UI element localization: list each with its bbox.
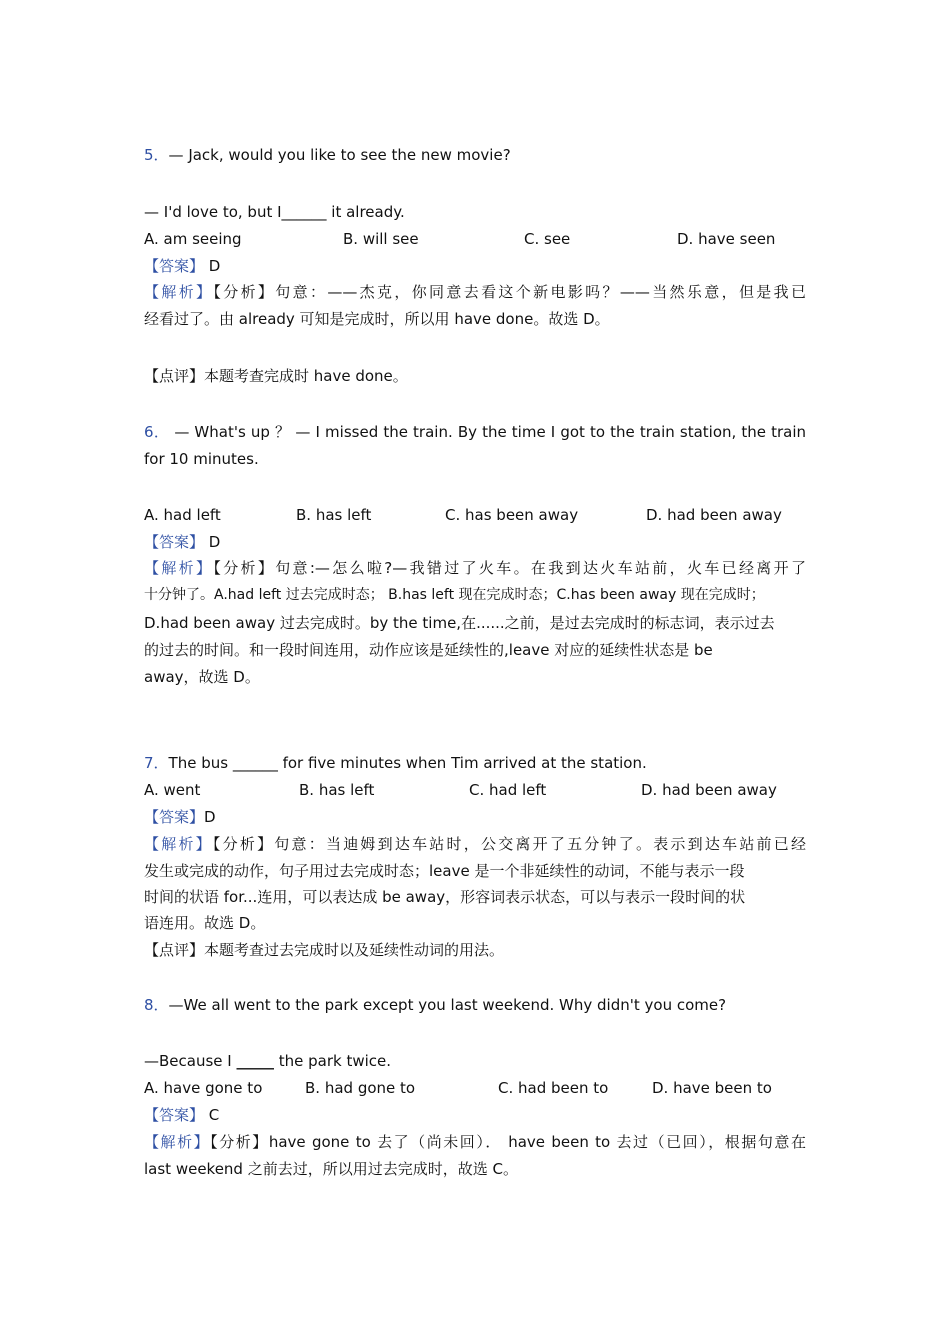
q7-answer-value: D <box>204 808 216 826</box>
q7-option-c: C. had left <box>469 781 547 799</box>
q7-option-a: A. went <box>144 781 201 799</box>
q5-reply: — I'd love to, but I______ it already. <box>144 203 405 221</box>
q6-analysis-line-2: 十分钟了。A.had left 过去完成时态； B.has left 现在完成时态；C.has been away 现在完成时； <box>144 587 765 603</box>
q5-analysis-tag: 【解析】 <box>144 283 214 301</box>
q5-option-b: B. will see <box>343 230 419 248</box>
q8-analysis-line-1: 【解析】【分析】have gone to 去了（尚未回）． have been to 去过（已回），根据句意在 <box>144 1133 806 1151</box>
q6-analysis-line-4: 的过去的时间。和一段时间连用，动作应该是延续性的,leave 对应的延续性状态是 be <box>144 641 713 659</box>
q8-blank: _____ <box>236 1052 274 1070</box>
q8-analysis-line-2: last weekend 之前去过，所以用过去完成时，故选 C。 <box>144 1160 518 1178</box>
q6-answer <box>144 532 806 552</box>
q6-options <box>144 505 806 525</box>
q5-option-a: A. am seeing <box>144 230 242 248</box>
q8-option-a: A. have gone to <box>144 1079 263 1097</box>
q6-analysis-line-3: D.had been away 过去完成时。by the time,在......之前，是过去完成时的标志词，表示过去 <box>144 614 775 632</box>
q8-stem <box>144 995 806 1015</box>
q6-stem <box>144 422 806 442</box>
q6-option-c: C. has been away <box>445 506 579 524</box>
q5-option-d: D. have seen <box>677 230 776 248</box>
q7-answer <box>144 807 806 827</box>
q6-option-a: A. had left <box>144 506 221 524</box>
q5-answer-value: D <box>208 257 221 275</box>
q8-options <box>144 1078 806 1098</box>
q5-answer-tag: 【答案】 <box>144 257 205 275</box>
q5-stem-text: — Jack, would you like to see the new movie? <box>168 146 511 164</box>
q5-option-c: C. see <box>524 230 571 248</box>
q8-answer-value: C <box>208 1106 220 1124</box>
q5-comment: 【点评】本题考查完成时 have done。 <box>144 367 408 385</box>
q6-answer-value: D <box>208 533 221 551</box>
q7-comment: 【点评】本题考查过去完成时以及延续性动词的用法。 <box>144 941 505 959</box>
q7-option-d: D. had been away <box>641 781 777 799</box>
q8-reply: —Because I _____ the park twice. <box>144 1052 392 1070</box>
q7-stem <box>144 753 806 773</box>
q6-analysis-line-5: away，故选 D。 <box>144 668 260 686</box>
q6-analysis-tag: 【解析】 <box>144 559 214 577</box>
q7-number: 7． <box>144 754 169 772</box>
q5-stem <box>144 145 806 165</box>
q5-answer <box>144 256 806 276</box>
q8-stem-text: —We all went to the park except you last weekend. Why didn't you come? <box>168 996 727 1014</box>
q6-analysis-line-1: 【解析】【分析】句意:—怎么啦?—我错过了火车。在我到达火车站前，火车已经离开了 <box>144 559 806 577</box>
q5-options <box>144 229 806 249</box>
q8-answer <box>144 1105 806 1125</box>
q7-analysis-tag: 【解析】 <box>144 835 213 853</box>
q6-answer-tag: 【答案】 <box>144 533 205 551</box>
q5-number: 5． <box>144 146 169 164</box>
q8-option-c: C. had been to <box>498 1079 609 1097</box>
q8-number: 8． <box>144 996 169 1014</box>
q8-option-b: B. had gone to <box>305 1079 416 1097</box>
q8-answer-tag: 【答案】 <box>144 1106 205 1124</box>
q6-stem-text: — What's up ？ — I missed the train. By the time I got to the train station, the train <box>169 423 807 441</box>
q7-option-b: B. has left <box>299 781 375 799</box>
q6-option-b: B. has left <box>296 506 372 524</box>
q8-analysis-tag: 【解析】 <box>144 1133 211 1151</box>
q7-options <box>144 780 806 800</box>
q6-stem-line-2: for 10 minutes. <box>144 450 259 468</box>
q7-analysis-line-3: 时间的状语 for...连用，可以表达成 be away，形容词表示状态，可以与表示一段时间的状 <box>144 888 746 906</box>
q7-analysis-line-1: 【解析】【分析】句意：当迪姆到达车站时，公交离开了五分钟了。表示到达车站前已经 <box>144 835 806 853</box>
q6-number: 6． <box>144 423 170 441</box>
q8-option-d: D. have been to <box>652 1079 772 1097</box>
q6-option-d: D. had been away <box>646 506 782 524</box>
q5-analysis-line-2: 经看过了。由 already 可知是完成时，所以用 have done。故选 D。 <box>144 310 610 328</box>
q7-stem-text: The bus ______ for five minutes when Tim arrived at the station. <box>168 754 647 772</box>
q5-analysis-line-1: 【解析】【分析】句意：——杰克，你同意去看这个新电影吗？——当然乐意，但是我已 <box>144 283 806 301</box>
q7-answer-tag: 【答案】 <box>144 808 205 826</box>
q7-analysis-line-2: 发生或完成的动作，句子用过去完成时态；leave 是一个非延续性的动词，不能与表示一段 <box>144 862 745 880</box>
q7-analysis-line-4: 语连用。故选 D。 <box>144 914 266 932</box>
